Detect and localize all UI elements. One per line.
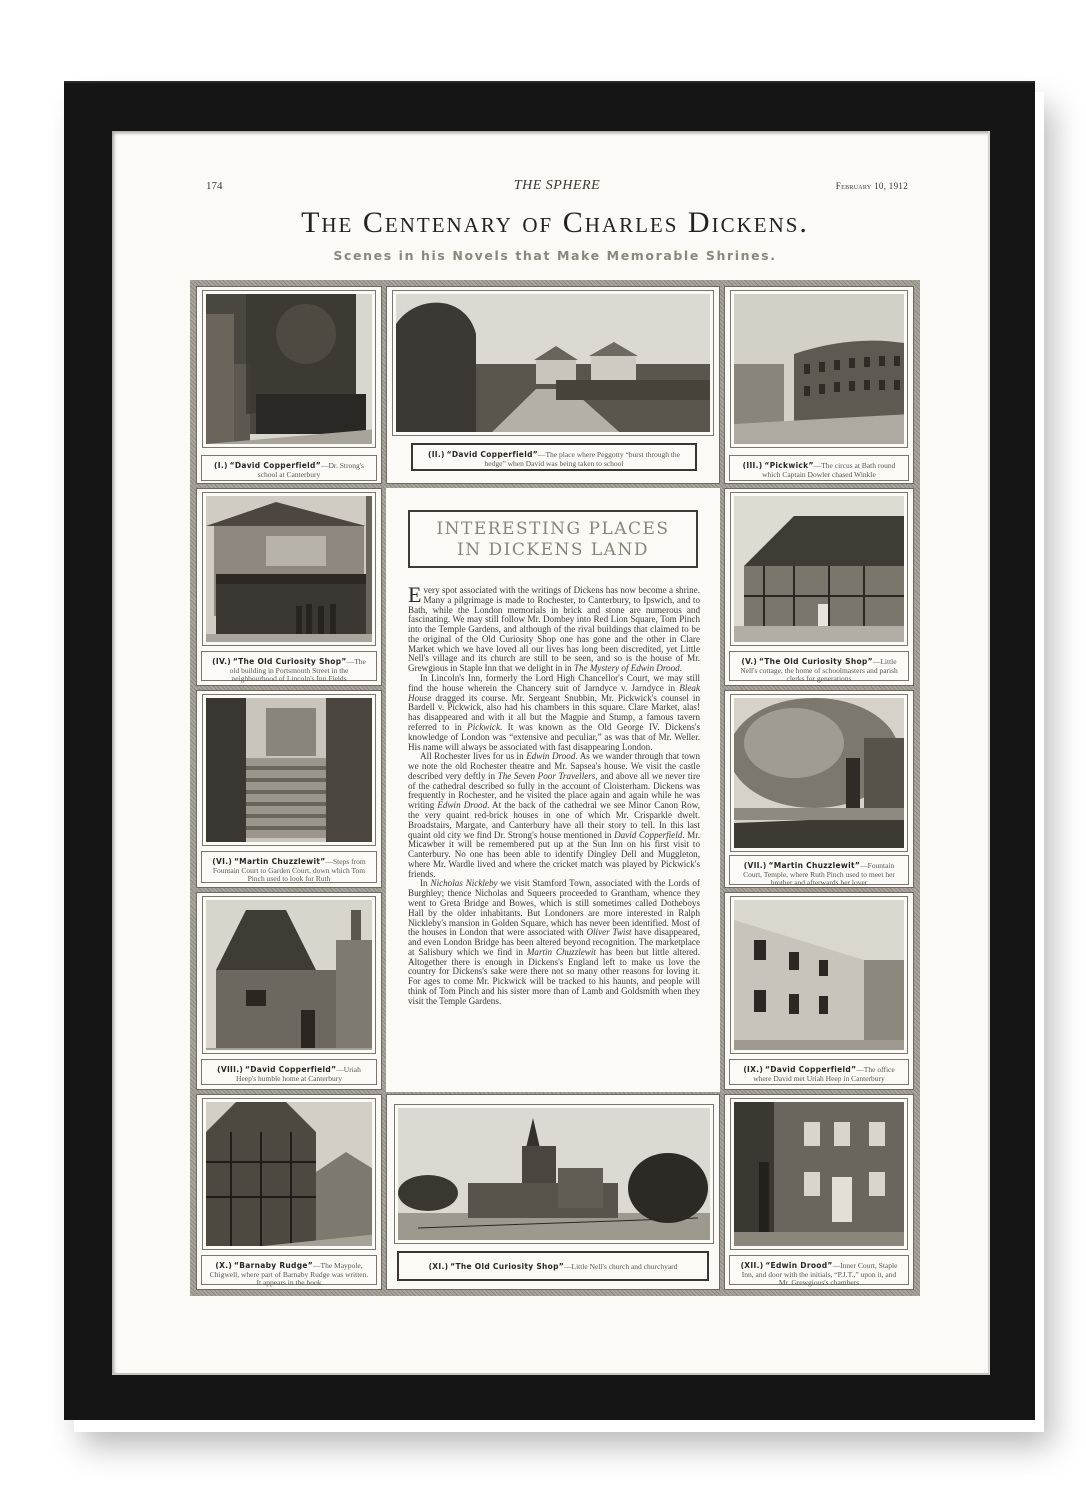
plate-novel: “Edwin Drood” — [765, 1261, 833, 1270]
plate-numeral: (II.) — [427, 450, 445, 459]
plate-11-photo — [395, 1105, 713, 1243]
plate-6-caption — [201, 851, 377, 883]
plate-numeral: (IX.) — [743, 1065, 764, 1074]
ivy-wall-photo-icon — [206, 294, 375, 447]
plate-8-caption — [201, 1059, 377, 1085]
plate-description: —Steps from Fountain Court to Garden Court, down which Tom Pinch used to look for Ruth — [212, 857, 366, 883]
article-paragraph: All Rochester lives for us in Edwin Drood. As we wander through that town we note the old Rochester theatre and Mr. Sapsea's house. We visit the castle described very deftly in The Seven Poor Travellers, and above all we never tire of the cathedral described so fully in the account of Cloisterham. Dickens was frequently in Rochester, and he visited the place again and again while he was writing Edwin Drood. At the back of the cathedral we see Minor Canon Row, the very quaint red-brick houses in one of which Mr. Crisparkle dwelt. Broadstairs, Margate, and Canterbury have all their story to tell. In this last quaint old city we find Dr. Strong's house mentioned in David Copperfield. Mr. Micawber it will be remembered put up at the Sun Inn on his first visit to Canterbury. No one has been able to identify Dingley Dell and Muggleton, where Mr. Wardle lived and where the cricket match was played by Pickwick's friends. — [408, 751, 701, 879]
feature-heading-line-1: INTERESTING PLACES — [436, 519, 670, 539]
plate-description: —Inner Court, Staple Inn, and door with the initials, “P.J.T.,” upon it, and Mr. Grewgious's chambers — [741, 1261, 898, 1287]
plate-10 — [196, 1094, 382, 1290]
plate-numeral: (IV.) — [212, 657, 231, 666]
plate-novel: “The Old Curiosity Shop” — [759, 657, 873, 666]
plate-description: —Dr. Strong's school at Canterbury — [257, 461, 364, 479]
plate-9 — [724, 892, 914, 1090]
shop-photo-icon — [206, 496, 375, 645]
article-body — [408, 582, 701, 1007]
plate-5-caption — [729, 651, 909, 681]
plate-3 — [724, 286, 914, 484]
plate-description: —The place where Peggotty “burst through the hedge” when David was being taken to school — [484, 450, 681, 468]
tree-court-photo-icon — [734, 698, 907, 851]
plate-novel: “Martin Chuzzlewit” — [768, 861, 861, 870]
plate-2 — [386, 286, 720, 484]
page-header — [206, 178, 908, 198]
plate-numeral: (VI.) — [212, 857, 233, 866]
issue-date: February 10, 1912 — [835, 181, 908, 191]
plate-1-caption — [201, 455, 377, 481]
plate-6 — [196, 690, 382, 888]
cottage-photo-icon — [734, 496, 907, 645]
plate-numeral: (X.) — [215, 1261, 233, 1270]
plate-description: —The old building in Portsmouth Street in the neighbourhood of Lincoln's Inn Fields — [229, 657, 366, 683]
country-lane-photo-icon — [396, 294, 713, 435]
plate-4-photo — [203, 493, 375, 645]
old-house-photo-icon — [206, 900, 375, 1053]
plate-9-photo — [731, 897, 907, 1053]
page-subtitle: Scenes in his Novels that Make Memorable Shrines. — [333, 248, 777, 263]
plate-12-caption — [729, 1255, 909, 1285]
plate-description: —Fountain Court, Temple, where Ruth Pinch used to meet her brother and afterwards her lover — [743, 861, 895, 887]
page-title: The Centenary of Charles Dickens. — [301, 206, 809, 239]
feature-article — [386, 488, 720, 1092]
article-paragraph: Every spot associated with the writings of Dickens has now become a shrine. Many a pilgrimage is made to Rochester, to Canterbury, to Ipswich, and to Bath, while the London memorials in brick and stone are numerous and fascinating. We may still follow Mr. Dombey into Red Lion Square, Tom Pinch into the Temple Gardens, and although of the rival buildings that claimed to be the original of the Old Curiosity Shop one has gone and the other in Clare Market which we have loved all our lives has long been discredited, yet Little Nell's village and its church are still to be seen, and so is the house of Mr. Grewgious in Staple Inn that we delight in in The Mystery of Edwin Drood. — [408, 582, 700, 674]
brick-house-photo-icon — [734, 1102, 907, 1249]
plate-novel: “The Old Curiosity Shop” — [232, 657, 347, 666]
plate-7-caption — [729, 855, 909, 885]
plate-novel: “David Copperfield” — [229, 461, 321, 470]
plate-description: —Uriah Heep's humble home at Canterbury — [236, 1065, 361, 1083]
plate-4 — [196, 488, 382, 686]
plate-numeral: (VII.) — [743, 861, 767, 870]
feature-heading-line-2: IN DICKENS LAND — [457, 540, 649, 560]
plate-description: —The office where David met Uriah Heep in Canterbury — [753, 1065, 895, 1083]
page-number: 174 — [206, 180, 223, 192]
plate-numeral: (XII.) — [740, 1261, 764, 1270]
drop-cap: E — [408, 582, 422, 607]
plate-3-photo — [731, 291, 907, 447]
plate-1-photo — [203, 291, 375, 447]
plate-5-photo — [731, 493, 907, 645]
plate-4-caption — [201, 651, 377, 681]
plate-9-caption — [729, 1059, 909, 1085]
plate-12 — [724, 1094, 914, 1290]
feature-heading — [408, 510, 698, 568]
plate-description: —Little Nell's church and churchyard — [564, 1262, 678, 1271]
plate-8 — [196, 892, 382, 1090]
plate-numeral: (VIII.) — [217, 1065, 244, 1074]
plate-7 — [724, 690, 914, 888]
plate-6-photo — [203, 695, 375, 845]
publication-title: THE SPHERE — [513, 178, 601, 193]
plate-description: —Little Nell's cottage, the home of schoolmasters and parish clerks for generations — [740, 657, 898, 683]
plate-2-caption — [411, 443, 697, 471]
plate-2-photo — [393, 291, 713, 435]
plate-10-caption — [201, 1255, 377, 1285]
plate-novel: “Martin Chuzzlewit” — [233, 857, 326, 866]
plate-11-caption — [397, 1251, 709, 1281]
plate-1 — [196, 286, 382, 484]
plate-novel: “Pickwick” — [764, 461, 814, 470]
plate-8-photo — [203, 897, 375, 1053]
article-paragraph: In Lincoln's Inn, formerly the Lord High Chancellor's Court, we may still find the house wherein the Chancery suit of Jarndyce v. Jarndyce in Bleak House dragged its course. Mr. Sergeant Snubbin, Mr. Pickwick's counsel in Bardell v. Pickwick, also had his chambers in this square. Clare Market, alas! has disappeared and with it all but the Magpie and Stump, a famous tavern referred to in Pickwick. It was known as the Old George IV. Dickens's knowledge of London was “extensive and peculiar,” as was that of Mr. Weller. His name will always be associated with fast disappearing London. — [408, 673, 700, 752]
plate-description: —The circus at Bath round which Captain Dowler chased Winkle — [762, 461, 896, 479]
timber-inn-photo-icon — [206, 1102, 375, 1249]
plate-10-photo — [203, 1099, 375, 1249]
plate-12-photo — [731, 1099, 907, 1249]
plate-3-caption — [729, 455, 909, 481]
article-paragraph: In Nicholas Nickleby we visit Stamford Town, associated with the Lords of Burghley; thence Nicholas and Squeers proceeded to Grantham, whence they went to Greta Bridge and Bowes, which is still sometimes called Dotheboys Hall by the older inhabitants. But Londoners are more interested in Ralph Nickleby's mansion in Golden Square, which has never been identified. Most of the houses in London that were associated with Oliver Twist have disappeared, and even London Bridge has been altered beyond recognition. The marketplace at Salisbury which we find in Martin Chuzzlewit has been but little altered. Altogether there is enough in Dickens's England left to make us love the country for Dickens's sake were there not so many other reasons for loving it. For ages to come Mr. Pickwick will be tracked to his haunts, and people will think of Tom Pinch and his sister more than of Lamb and Goldsmith when they visit the Temple Gardens. — [408, 878, 701, 1006]
plate-5 — [724, 488, 914, 686]
plate-11 — [386, 1094, 720, 1290]
plate-numeral: (III.) — [742, 461, 763, 470]
plate-7-photo — [731, 695, 907, 851]
plate-numeral: (XI.) — [428, 1262, 449, 1271]
plate-novel: “The Old Curiosity Shop” — [450, 1262, 565, 1271]
plate-novel: “David Copperfield” — [244, 1065, 337, 1074]
plate-novel: “Barnaby Rudge” — [233, 1261, 314, 1270]
crescent-photo-icon — [734, 294, 907, 447]
plate-numeral: (I.) — [214, 461, 228, 470]
plate-description: —The Maypole, Chigwell, where part of Barnaby Rudge was written. It appears in the book — [209, 1261, 369, 1287]
steps-photo-icon — [206, 698, 375, 845]
street-row-photo-icon — [734, 900, 907, 1053]
plate-numeral: (V.) — [741, 657, 758, 666]
church-photo-icon — [398, 1108, 713, 1243]
plate-novel: “David Copperfield” — [446, 450, 538, 459]
plate-novel: “David Copperfield” — [764, 1065, 857, 1074]
